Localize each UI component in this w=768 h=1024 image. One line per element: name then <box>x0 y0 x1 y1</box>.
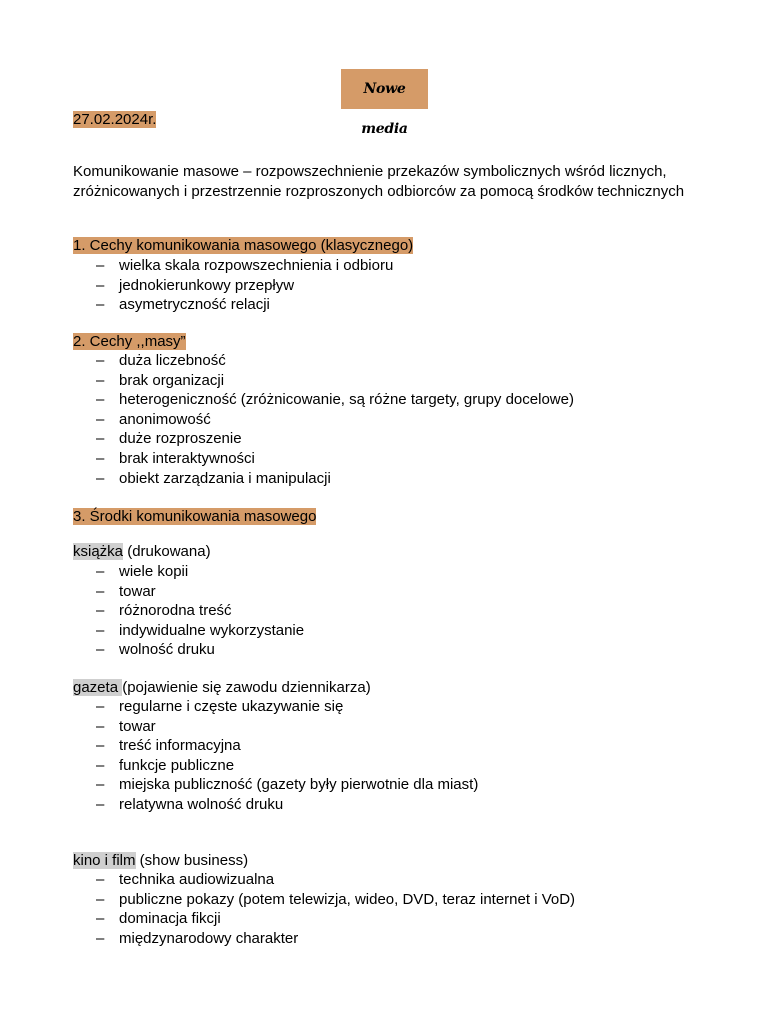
cinema-list <box>96 870 575 948</box>
dash-bullet: – <box>96 352 105 369</box>
list-item <box>96 371 574 391</box>
list-item-text: wolność druku <box>119 641 215 659</box>
section2-list <box>96 351 574 488</box>
definition-paragraph: Komunikowanie masowe – rozpowszechnienie przekazów symbolicznych wśród licznych, zróżnicowanych i przestrzennie rozproszonych odbiorców za pomocą środków technicznych <box>73 163 685 200</box>
dash-bullet: – <box>96 910 105 928</box>
newspaper-term: gazeta <box>73 679 123 696</box>
list-item-text: towar <box>119 717 156 735</box>
date-text: 27.02.2024r. <box>73 111 157 128</box>
list-item <box>96 621 304 641</box>
section1-heading-line <box>73 236 413 256</box>
dash-bullet: – <box>96 371 105 389</box>
list-item <box>96 429 574 449</box>
list-item-text: obiekt zarządzania i manipulacji <box>119 469 331 487</box>
list-item-text: anonimowość <box>119 410 211 428</box>
dash-bullet: – <box>96 776 105 794</box>
dash-bullet: – <box>96 276 105 294</box>
list-item <box>96 469 574 489</box>
list-item-text: indywidualne wykorzystanie <box>119 621 305 639</box>
list-item <box>96 717 478 737</box>
list-item <box>96 697 478 717</box>
book-term: książka <box>73 543 124 560</box>
list-item-text: towar <box>119 582 156 600</box>
list-item-text: jednokierunkowy przepływ <box>119 276 295 294</box>
dash-bullet: – <box>96 257 105 274</box>
newspaper-note: (pojawienie się zawodu dziennikarza) <box>122 679 371 696</box>
list-item-text: asymetryczność relacji <box>119 296 270 314</box>
dash-bullet: – <box>96 469 105 487</box>
dash-bullet: – <box>96 717 105 735</box>
list-item-text: międzynarodowy charakter <box>119 929 299 947</box>
cinema-heading-line <box>73 851 248 871</box>
list-item-text: publiczne pokazy (potem telewizja, wideo, DVD, teraz internet i VoD) <box>119 890 576 908</box>
dash-bullet: – <box>96 602 105 620</box>
list-item-text: treść informacyjna <box>119 737 241 755</box>
dash-bullet: – <box>96 929 105 947</box>
list-item <box>96 870 575 890</box>
dash-bullet: – <box>96 410 105 428</box>
list-item-text: heterogeniczność (zróżnicowanie, są różne targety, grupy docelowe) <box>119 391 574 409</box>
list-item <box>96 410 574 430</box>
list-item <box>96 449 574 469</box>
list-item-text: różnorodna treść <box>119 602 232 620</box>
list-item-text: dominacja fikcji <box>119 910 221 928</box>
list-item <box>96 582 304 602</box>
section1-list <box>96 256 393 315</box>
document-title: Nowe media <box>341 69 428 109</box>
newspaper-list <box>96 697 478 815</box>
list-item-text: wielka skala rozpowszechnienia i odbioru <box>119 257 394 274</box>
dash-bullet: – <box>96 391 105 409</box>
list-item <box>96 756 478 776</box>
cinema-term: kino i film <box>73 852 136 869</box>
dash-bullet: – <box>96 795 105 813</box>
list-item-text: wiele kopii <box>119 563 189 580</box>
list-item <box>96 295 393 315</box>
dash-bullet: – <box>96 737 105 755</box>
dash-bullet: – <box>96 890 105 908</box>
list-item <box>96 351 574 371</box>
dash-bullet: – <box>96 296 105 314</box>
list-item-text: technika audiowizualna <box>119 871 275 888</box>
list-item-text: brak interaktywności <box>119 449 255 467</box>
section3-heading-line <box>73 507 316 527</box>
list-item <box>96 390 574 410</box>
list-item <box>96 562 304 582</box>
dash-bullet: – <box>96 582 105 600</box>
dash-bullet: – <box>96 871 105 888</box>
list-item <box>96 909 575 929</box>
list-item <box>96 276 393 296</box>
list-item-text: duże rozproszenie <box>119 430 242 448</box>
list-item <box>96 890 575 910</box>
dash-bullet: – <box>96 641 105 659</box>
section3-heading: 3. Środki komunikowania masowego <box>73 508 317 525</box>
dash-bullet: – <box>96 449 105 467</box>
list-item-text: funkcje publiczne <box>119 756 235 774</box>
date-line <box>73 110 156 130</box>
list-item <box>96 640 304 660</box>
list-item <box>96 775 478 795</box>
dash-bullet: – <box>96 756 105 774</box>
dash-bullet: – <box>96 563 105 580</box>
list-item <box>96 929 575 949</box>
list-item-text: brak organizacji <box>119 371 225 389</box>
section2-heading: 2. Cechy ,,masy” <box>73 333 186 350</box>
list-item <box>96 256 393 276</box>
list-item-text: regularne i częste ukazywanie się <box>119 698 344 715</box>
dash-bullet: – <box>96 621 105 639</box>
cinema-note: (show business) <box>135 852 249 869</box>
section2-heading-line <box>73 332 186 352</box>
list-item-text: duża liczebność <box>119 352 226 369</box>
dash-bullet: – <box>96 430 105 448</box>
list-item-text: relatywna wolność druku <box>119 795 284 813</box>
list-item <box>96 736 478 756</box>
book-list <box>96 562 304 660</box>
list-item-text: miejska publiczność (gazety były pierwotnie dla miast) <box>119 776 479 794</box>
book-note: (drukowana) <box>123 543 211 560</box>
dash-bullet: – <box>96 698 105 715</box>
newspaper-heading-line <box>73 678 371 698</box>
list-item <box>96 601 304 621</box>
section1-heading: 1. Cechy komunikowania masowego (klasycznego) <box>73 237 414 254</box>
list-item <box>96 795 478 815</box>
book-heading-line <box>73 542 211 562</box>
